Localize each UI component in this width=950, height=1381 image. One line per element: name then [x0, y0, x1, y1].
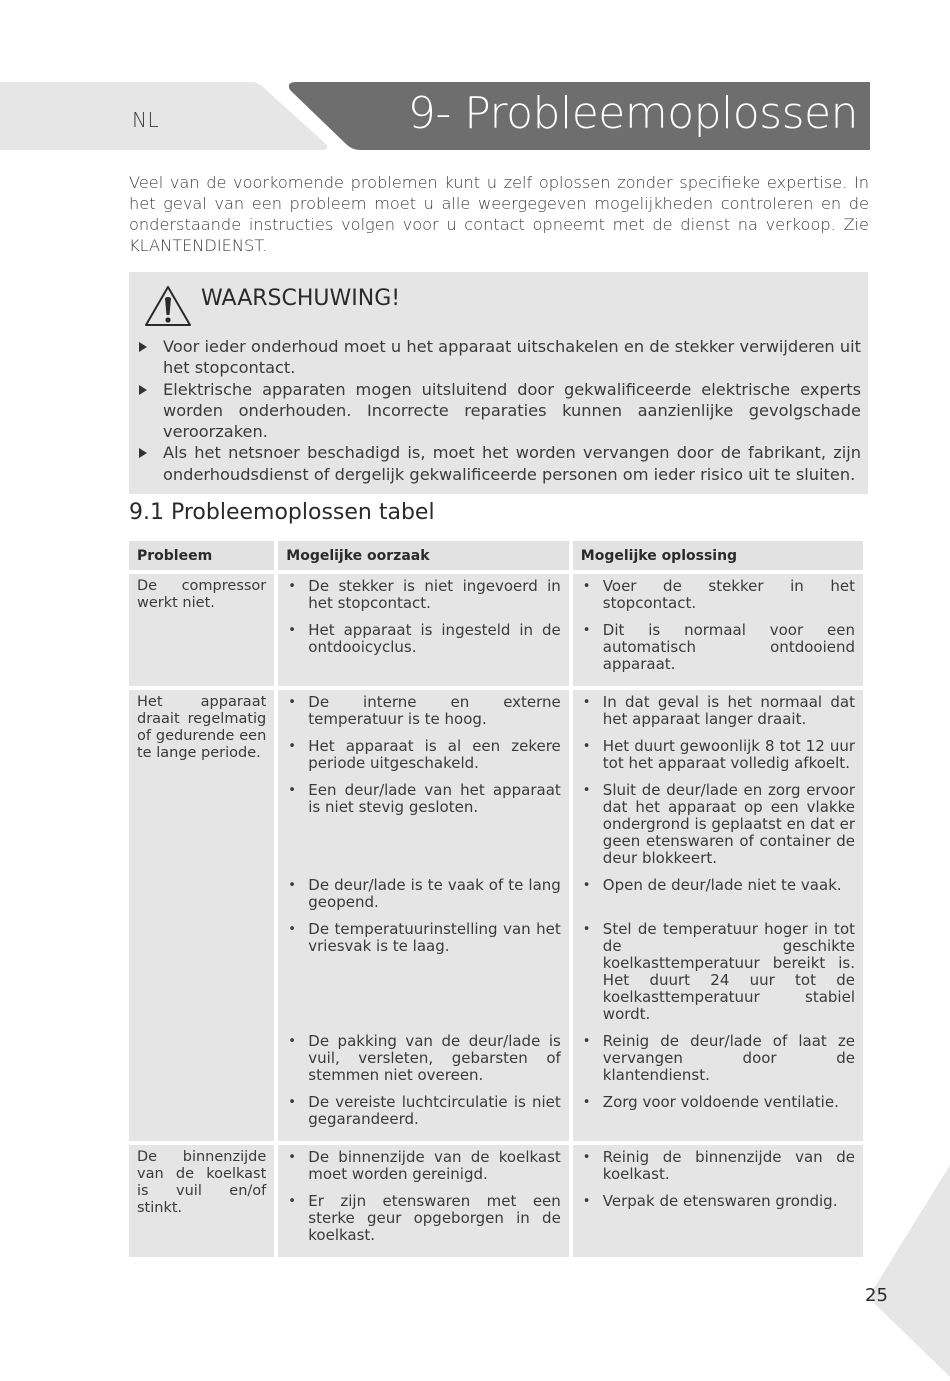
- page-title: 9- Probleemoplossen: [407, 88, 858, 139]
- cause-item: • De vereiste luchtcirculatie is niet gegarandeerd.: [286, 1094, 561, 1128]
- solution-cell: [573, 690, 863, 1141]
- page-number: 25: [865, 1285, 888, 1306]
- solution-list: [581, 694, 855, 1128]
- cause-item: • De deur/lade is te vaak of te lang geopend.: [286, 877, 561, 911]
- table-row: [129, 690, 863, 1141]
- cause-item: • Een deur/lade van het apparaat is niet stevig gesloten.: [286, 782, 561, 867]
- language-tab: [0, 82, 330, 150]
- problem-cell: De binnenzijde van de koelkast is vuil en/of stinkt.: [129, 1145, 274, 1257]
- warning-list: [137, 336, 861, 485]
- solution-item: • Sluit de deur/lade en zorg ervoor dat het apparaat op een vlakke ondergrond is geplaatst en dat er geen etenswaren of container de deur blokkeert.: [581, 782, 855, 867]
- cause-item: • De binnenzijde van de koelkast moet worden gereinigd.: [286, 1149, 561, 1183]
- solution-item: • Zorg voor voldoende ventilatie.: [581, 1094, 855, 1128]
- page-corner-tab: [820, 1165, 950, 1381]
- table-row: [129, 1145, 863, 1257]
- table-header-row: [129, 541, 863, 570]
- solution-item: • Dit is normaal voor een automatisch ontdooiend apparaat.: [581, 622, 855, 673]
- cause-item: • De temperatuurinstelling van het vriesvak is te laag.: [286, 921, 561, 1023]
- cause-cell: [278, 1145, 569, 1257]
- solution-cell: [573, 574, 863, 686]
- problem-cell: Het apparaat draait regelmatig of gedurende een te lange periode.: [129, 690, 274, 1141]
- intro-paragraph: Veel van de voorkomende problemen kunt u zelf oplossen zonder specifieke expertise. In het geval van een probleem moet u alle weergegeven mogelijkheden controleren en de onderstaande instructies volgen voor u contact opneemt met de dienst na verkoop. Zie KLANTENDIENST.: [129, 173, 869, 255]
- solution-list: [581, 578, 855, 673]
- header-problem: Probleem: [129, 541, 274, 570]
- cause-cell: [278, 574, 569, 686]
- table-row: [129, 574, 863, 686]
- solution-item: • Het duurt gewoonlijk 8 tot 12 uur tot het apparaat volledig afkoelt.: [581, 738, 855, 772]
- solution-item: • Reinig de deur/lade of laat ze vervangen door de klantendienst.: [581, 1033, 855, 1084]
- solution-item: • Verpak de etenswaren grondig.: [581, 1193, 855, 1244]
- cause-item: • Er zijn etenswaren met een sterke geur opgeborgen in de koelkast.: [286, 1193, 561, 1244]
- solution-item: • Stel de temperatuur hoger in tot de geschikte koelkasttemperatuur bereikt is. Het duurt 24 uur tot de koelkasttemperatuur stabiel wordt.: [581, 921, 855, 1023]
- bullet-arrow-icon: [139, 385, 147, 395]
- cause-item: • Het apparaat is al een zekere periode uitgeschakeld.: [286, 738, 561, 772]
- warning-item: Elektrische apparaten mogen uitsluitend door gekwalificeerde elektrische experts worden onderhouden. Incorrecte reparaties kunnen aanzienlijke gevolgschade veroorzaken.: [137, 379, 861, 443]
- header-cause: Mogelijke oorzaak: [278, 541, 569, 570]
- language-label: NL: [132, 108, 160, 132]
- section-title: 9.1 Probleemoplossen tabel: [129, 500, 435, 525]
- cause-cell: [278, 690, 569, 1141]
- cause-item: • De pakking van de deur/lade is vuil, versleten, gebarsten of stemmen niet overeen.: [286, 1033, 561, 1084]
- cause-item: • De interne en externe temperatuur is te hoog.: [286, 694, 561, 728]
- cause-list: [286, 1149, 561, 1244]
- language-tab-shape: [0, 82, 330, 150]
- page-corner-shape: [820, 1165, 950, 1377]
- bullet-arrow-icon: [139, 342, 147, 352]
- warning-item: Voor ieder onderhoud moet u het apparaat uitschakelen en de stekker verwijderen uit het stopcontact.: [137, 336, 861, 379]
- cause-list: [286, 694, 561, 1128]
- solution-item: • In dat geval is het normaal dat het apparaat langer draait.: [581, 694, 855, 728]
- solution-item: • Reinig de binnenzijde van de koelkast.: [581, 1149, 855, 1183]
- cause-item: • Het apparaat is ingesteld in de ontdooicyclus.: [286, 622, 561, 673]
- warning-title: WAARSCHUWING!: [201, 286, 401, 311]
- solution-list: [581, 1149, 855, 1244]
- solution-item: • Open de deur/lade niet te vaak.: [581, 877, 855, 911]
- warning-triangle-icon: [143, 284, 193, 332]
- bullet-arrow-icon: [139, 448, 147, 458]
- problem-cell: De compressor werkt niet.: [129, 574, 274, 686]
- cause-item: • De stekker is niet ingevoerd in het stopcontact.: [286, 578, 561, 612]
- solution-item: • Voer de stekker in het stopcontact.: [581, 578, 855, 612]
- warning-box: [129, 272, 868, 494]
- warning-item: Als het netsnoer beschadigd is, moet het worden vervangen door de fabrikant, zijn onderhoudsdienst of dergelijk gekwalificeerde personen om ieder risico uit te sluiten.: [137, 442, 861, 485]
- header-solution: Mogelijke oplossing: [573, 541, 863, 570]
- cause-list: [286, 578, 561, 673]
- troubleshooting-table: [125, 537, 867, 1261]
